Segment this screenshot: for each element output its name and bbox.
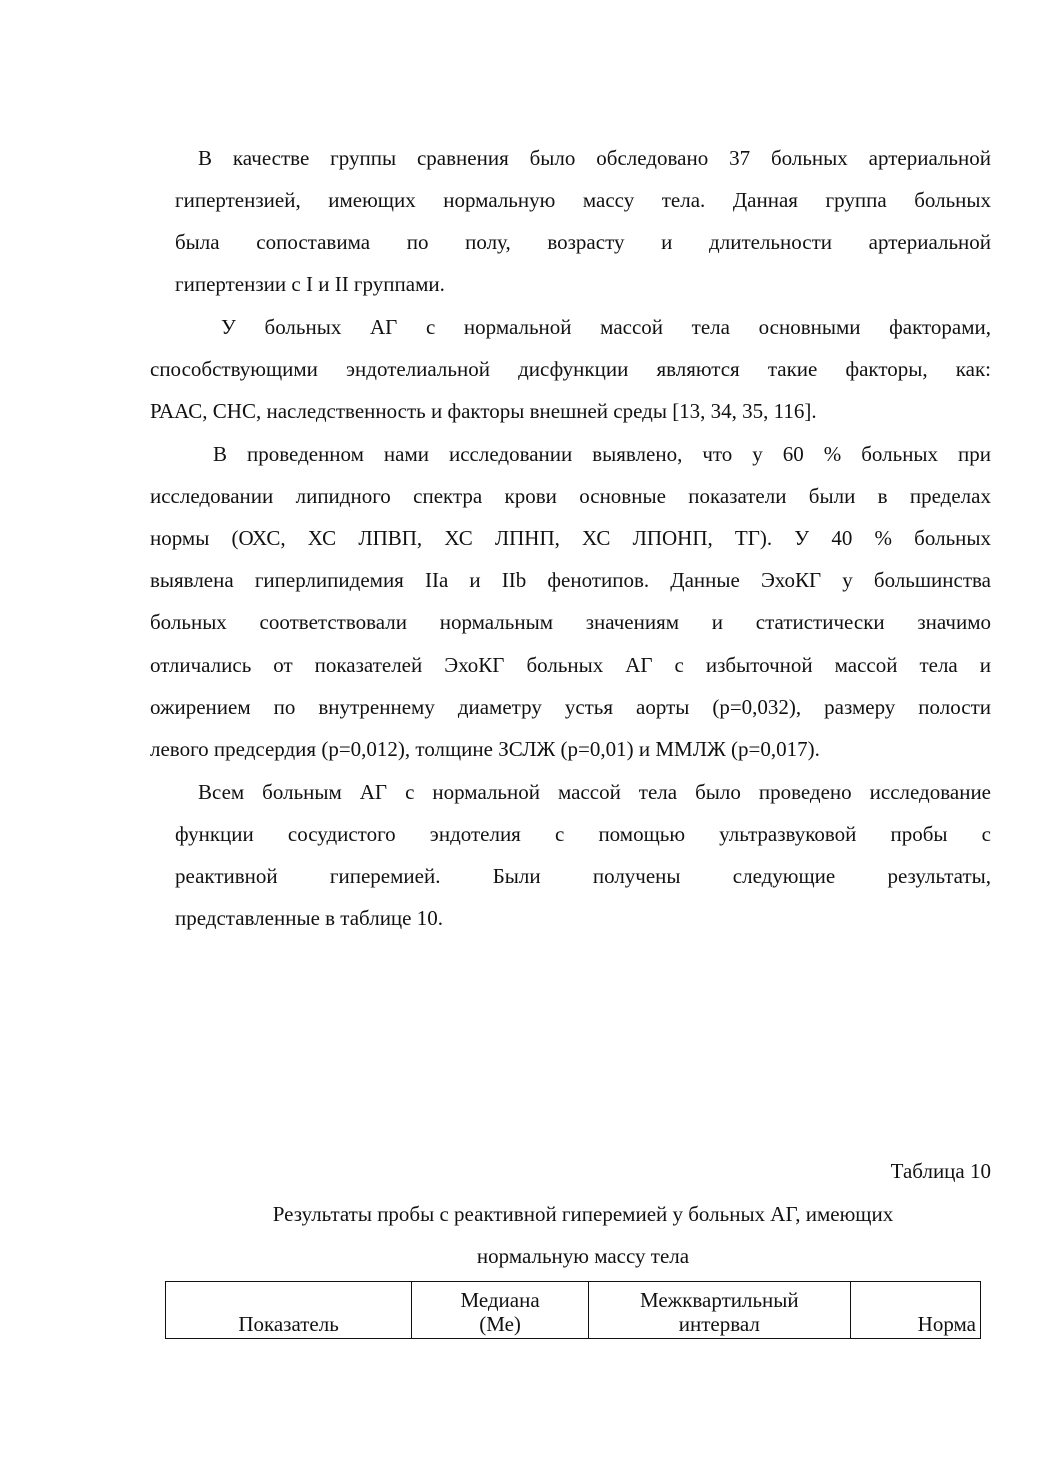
header-cell-indicator <box>166 1282 412 1339</box>
table-caption-line-1: Результаты пробы с реактивной гиперемией у больных АГ, имеющих <box>272 1202 894 1226</box>
header-iqr-line-1: Межквартильный <box>639 1288 799 1312</box>
paragraph-4-line-3: реактивной гиперемией. Были получены следующие результаты, <box>175 864 991 888</box>
header-cell-median <box>412 1282 589 1339</box>
paragraph-1-line-2: гипертензией, имеющих нормальную массу тела. Данная группа больных <box>175 188 991 212</box>
header-cell-iqr <box>588 1282 850 1339</box>
paragraph-2-line-2: способствующими эндотелиальной дисфункции являются такие факторы, как: <box>150 357 991 381</box>
paragraph-1-line-3: была сопоставима по полу, возрасту и длительности артериальной <box>175 230 991 254</box>
paragraph-3-line-4: выявлена гиперлипидемия IIa и IIb фенотипов. Данные ЭхоКГ у большинства <box>150 568 991 592</box>
paragraph-1-line-4: гипертензии с I и II группами. <box>175 272 445 296</box>
paragraph-2-line-1: У больных АГ с нормальной массой тела основными факторами, <box>221 315 991 339</box>
header-indicator-line-1 <box>170 1288 407 1312</box>
paragraph-3-line-8: левого предсердия (р=0,012), толщине ЗСЛЖ (р=0,01) и ММЛЖ (р=0,017). <box>150 737 820 761</box>
table-header-row <box>166 1282 981 1339</box>
header-median-line-2: (Ме) <box>479 1312 521 1336</box>
header-norm-line-1 <box>855 1288 976 1312</box>
table-caption-line-2: нормальную массу тела <box>476 1244 690 1268</box>
header-indicator-line-2: Показатель <box>238 1312 339 1336</box>
paragraph-3-line-2: исследовании липидного спектра крови основные показатели были в пределах <box>150 484 991 508</box>
paragraph-2-line-3: РААС, СНС, наследственность и факторы внешней среды [13, 34, 35, 116]. <box>150 399 817 423</box>
header-cell-norm <box>850 1282 980 1339</box>
table-number-label: Таблица 10 <box>890 1159 991 1183</box>
paragraph-4-line-1: Всем больным АГ с нормальной массой тела было проведено исследование <box>198 780 991 804</box>
paragraph-4-line-2: функции сосудистого эндотелия с помощью ультразвуковой пробы с <box>175 822 991 846</box>
paragraph-3-line-5: больных соответствовали нормальным значениям и статистически значимо <box>150 610 991 634</box>
paragraph-3-line-6: отличались от показателей ЭхоКГ больных АГ с избыточной массой тела и <box>150 653 991 677</box>
results-table <box>165 1281 981 1339</box>
header-median-line-1: Медиана <box>460 1288 540 1312</box>
paragraph-1-line-1: В качестве группы сравнения было обследовано 37 больных артериальной <box>198 146 991 170</box>
header-norm-line-2: Норма <box>917 1312 976 1336</box>
paragraph-3-line-7: ожирением по внутреннему диаметру устья аорты (р=0,032), размеру полости <box>150 695 991 719</box>
paragraph-3-line-3: нормы (ОХС, ХС ЛПВП, ХС ЛПНП, ХС ЛПОНП, ТГ). У 40 % больных <box>150 526 991 550</box>
header-iqr-line-2: интервал <box>678 1312 760 1336</box>
paragraph-4-line-4: представленные в таблице 10. <box>175 906 443 930</box>
paragraph-3-line-1: В проведенном нами исследовании выявлено, что у 60 % больных при <box>213 442 991 466</box>
